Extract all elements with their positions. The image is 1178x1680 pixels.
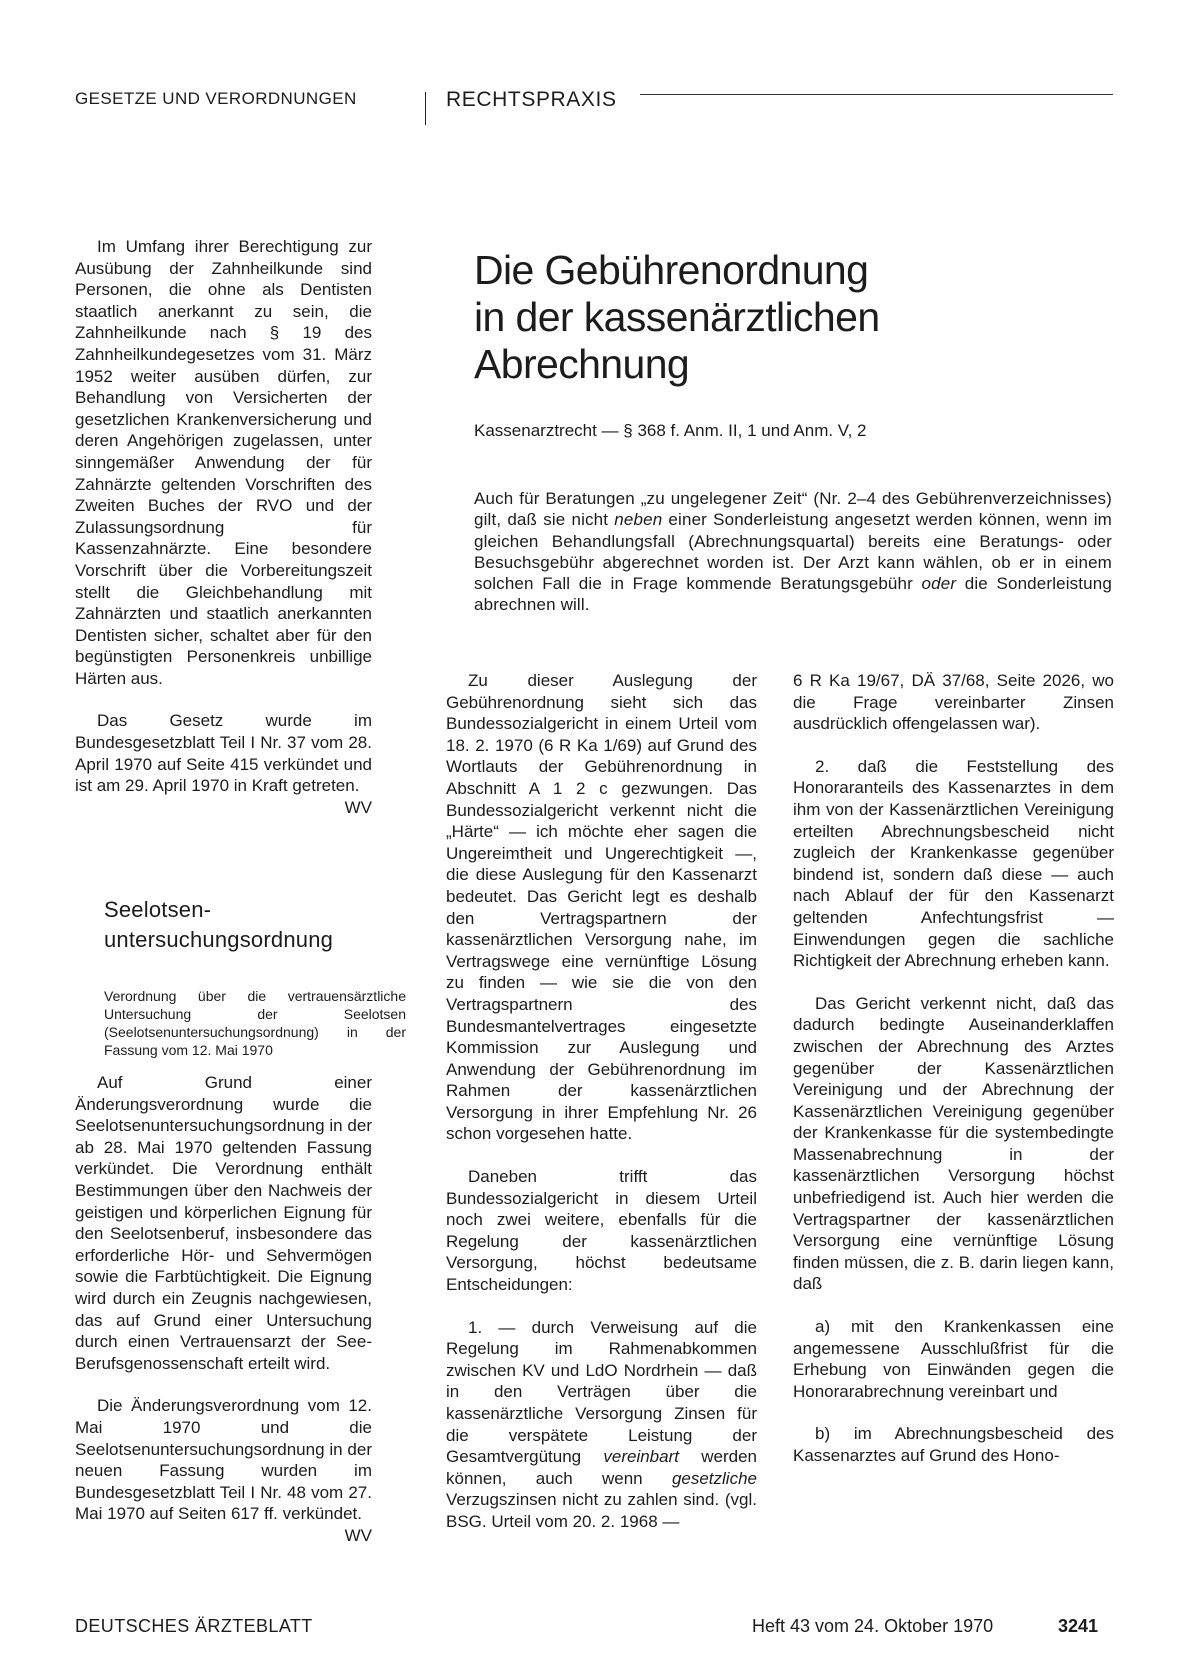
- middle-paragraph-3: [446, 1317, 757, 1533]
- middle-p3-emphasis-2: gesetzliche: [671, 1468, 757, 1488]
- lead-part-a: Auch für Beratungen „zu ungelegener Zeit“ (Nr. 2–4 des Gebührenverzeichnisses) gilt, daß sie nicht: [474, 489, 1112, 530]
- right-paragraph-5: b) im Abrechnungsbescheid des Kassenarztes auf Grund des Hono-: [793, 1424, 1114, 1465]
- left-column: [75, 236, 372, 818]
- left-paragraph-2: [75, 710, 372, 817]
- article-title: [474, 247, 1114, 388]
- legal-reference: Kassenarztrecht — § 368 f. Anm. II, 1 und Anm. V, 2: [474, 421, 867, 440]
- subsection-title-line-2: untersuchungsordnung: [104, 927, 334, 952]
- subsection-note-text: Verordnung über die vertrauensärztliche Untersuchung der Seelotsen (Seelotsenuntersuchungsordnung) in der Fassung vom 12. Mai 1970: [104, 988, 406, 1058]
- right-paragraph-4: a) mit den Krankenkassen eine angemessene Ausschlußfrist für die Erhebung von Einwänden gegen die Honorarabrechnung vereinbart und: [793, 1317, 1114, 1401]
- article-title-line-1: Die Gebührenordnung: [474, 247, 869, 293]
- page-number: 3241: [1058, 1616, 1099, 1636]
- lead-emphasis-2: oder: [921, 574, 957, 594]
- subsection-title: [104, 895, 424, 955]
- middle-column: [446, 670, 757, 1533]
- subsection-note: [104, 987, 406, 1059]
- header-divider: [425, 92, 426, 125]
- article-title-line-2: in der kassenärztlichen: [474, 294, 880, 340]
- right-paragraph-1: 6 R Ka 19/67, DÄ 37/68, Seite 2026, wo die Frage vereinbarter Zinsen ausdrücklich offengelassen war).: [793, 671, 1114, 734]
- header-rule: [640, 94, 1113, 95]
- section-label-left: GESETZE UND VERORDNUNGEN: [75, 89, 357, 108]
- subsection-title-line-1: Seelotsen-: [104, 897, 212, 922]
- middle-p3-part-c: Verzugszinsen nicht zu zahlen sind. (vgl. BSG. Urteil vom 20. 2. 1968 —: [446, 1490, 757, 1531]
- right-column: [793, 670, 1114, 1467]
- right-paragraph-3: Das Gericht verkennt nicht, daß das dadurch bedingte Auseinanderklaffen zwischen der Abrechnung des Arztes gegenüber der Kassenärztlichen Vereinigung und der Abrechnung der Kassenärztlichen Vereinigung gegenüber der Krankenkasse für die systembedingte Massenabrechnung in der kassenärztlichen Versorgung höchst unbefriedigend ist. Auch hier werden die Vertragspartner der kassenärztlichen Versorgung eine vernünftige Lösung finden müssen, die z. B. darin liegen kann, daß: [793, 993, 1114, 1294]
- lead-part-b: einer Sonderleistung angesetzt werden können, wenn im gleichen Behandlungsfall (Abrechnungsquartal) bereits eine Beratungs- oder Besuchsgebühr abgerechnet worden ist. Der Arzt kann wählen, ob er in einem solchen Fall die in Frage kommende Beratungsgebühr: [474, 510, 1112, 594]
- article-lead: [474, 488, 1112, 616]
- middle-p3-part-a: 1. — durch Verweisung auf die Regelung im Rahmenabkommen zwischen KV und LdO Nordrhein — daß in den Verträgen über die kassenärztliche Versorgung Zinsen für die verspätete Leistung der Gesamtvergütung: [446, 1317, 757, 1467]
- article-lead-text: [474, 488, 1112, 616]
- article-title-line-3: Abrechnung: [474, 341, 690, 387]
- left-paragraph-3: Auf Grund einer Änderungsverordnung wurde die Seelotsenuntersuchungsordnung in der ab 28. Mai 1970 geltenden Fassung verkündet. Die Verordnung enthält Bestimmungen über den Nachweis der geistigen und körperlichen Eignung für den Seelotsenberuf, insbesondere das erforderliche Hör- und Sehvermögen sowie die Farbtüchtigkeit. Die Eignung wird durch ein Zeugnis nachgewiesen, das auf Grund einer Untersuchung durch einen Vertrauensarzt der See-Berufsgenossenschaft erteilt wird.: [75, 1073, 372, 1373]
- middle-p3-emphasis-1: vereinbart: [603, 1447, 679, 1467]
- left-column-lower: [75, 1072, 372, 1546]
- section-label-right: RECHTSPRAXIS: [446, 88, 617, 111]
- middle-paragraph-2: Daneben trifft das Bundessozialgericht in diesem Urteil noch zwei weitere, ebenfalls für die Regelung der kassenärztlichen Versorgung, höchst bedeutsame Entscheidungen:: [446, 1167, 757, 1295]
- journal-name: DEUTSCHES ÄRZTEBLATT: [75, 1616, 313, 1636]
- issue-info: Heft 43 vom 24. Oktober 1970: [752, 1616, 994, 1636]
- right-paragraph-2: 2. daß die Feststellung des Honoraranteils des Kassenarztes in dem ihm von der Kassenärztlichen Vereinigung erteilten Abrechnungsbescheid nicht zugleich der Krankenkasse gegenüber bindend ist, sondern daß diese — auch nach Ablauf der für den Kassenarzt geltenden Anfechtungsfrist — Einwendungen gegen die sachliche Richtigkeit der Abrechnung erheben kann.: [793, 756, 1114, 971]
- left-paragraph-2-text: Das Gesetz wurde im Bundesgesetzblatt Teil I Nr. 37 vom 28. April 1970 auf Seite 415 verkündet und ist am 29. April 1970 in Kraft getreten.: [75, 711, 372, 796]
- left-paragraph-4-text: Die Änderungsverordnung vom 12. Mai 1970 und die Seelotsenuntersuchungsordnung in der neuen Fassung wurden im Bundesgesetzblatt Teil I Nr. 48 vom 27. Mai 1970 auf Seiten 617 ff. verkündet.: [75, 1396, 372, 1524]
- middle-p3-part-b: werden können, auch wenn: [446, 1447, 757, 1488]
- middle-paragraph-1: Zu dieser Auslegung der Gebührenordnung sieht sich das Bundessozialgericht in einem Urteil vom 18. 2. 1970 (6 R Ka 1/69) auf Grund des Wortlauts der Gebührenordnung in Abschnitt A 1 2 c gezwungen. Das Bundessozialgericht verkennt nicht die „Härte“ — ich möchte eher sagen die Ungereimtheit und Ungerechtigkeit —, die diese Auslegung für den Kassenarzt bedeutet. Das Gericht legt es deshalb den Vertragspartnern der kassenärztlichen Versorgung nahe, im Vertragswege eine vernünftige Lösung zu finden — wie sie die von den Vertragspartnern des Bundesmantelvertrages eingesetzte Kommission zur Auslegung und Anwendung der Gebührenordnung im Rahmen der kassenärztlichen Versorgung in ihrer Empfehlung Nr. 26 schon vorgesehen hatte.: [446, 671, 757, 1144]
- left-paragraph-1: Im Umfang ihrer Berechtigung zur Ausübung der Zahnheilkunde sind Personen, die ohne als Dentisten staatlich anerkannt zu sein, die Zahnheilkunde nach § 19 des Zahnheilkundegesetzes vom 31. März 1952 weiter ausüben dürfen, zur Behandlung von Versicherten der gesetzlichen Krankenversicherung und deren Angehörigen zugelassen, unter sinngemäßer Anwendung der für Zahnärzte geltenden Vorschriften des Zweiten Buches der RVO und der Zulassungsordnung für Kassenzahnärzte. Eine besondere Vorschrift über die Vorbereitungszeit stellt die Gleichbehandlung mit Zahnärzten und staatlich anerkannten Dentisten sicher, schaltet aber für den begünstigten Personenkreis unbillige Härten aus.: [75, 237, 372, 688]
- lead-part-c: die Sonderleistung abrechnen will.: [474, 574, 1112, 615]
- author-signature-2: WV: [344, 1525, 372, 1545]
- left-paragraph-4: [75, 1395, 372, 1545]
- author-signature: WV: [344, 797, 372, 817]
- lead-emphasis-1: neben: [614, 510, 663, 530]
